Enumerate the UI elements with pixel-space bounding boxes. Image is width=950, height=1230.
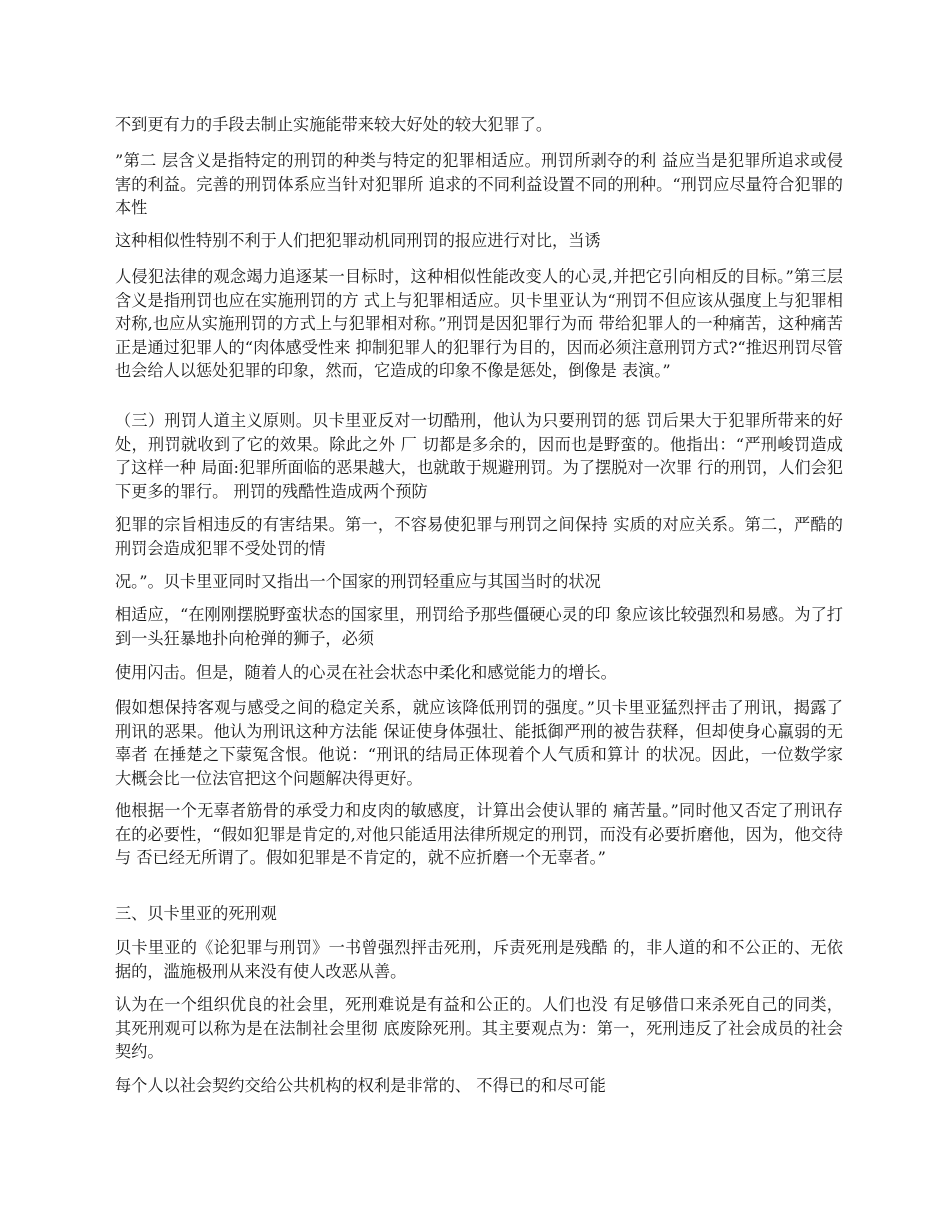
paragraph-10: 假如想保持客观与感受之间的稳定关系，就应该降低刑罚的强度。”贝卡里亚猛烈抨击了刑讯，揭露了刑讯的恶果。他认为刑讯这种方法能 保证使身体强壮、能抵御严刑的被告获释，但却使身心羸弱的无辜者 在捶楚之下蒙冤含恨。他说：“刑讯的结局正体现着个人气质和算计 的状况。因此，一位数学家大概会比一位法官把这个问题解决得更好。 xyxy=(115,698,843,788)
paragraph-4: 人侵犯法律的观念竭力追逐某一目标时，这种相似性能改变人的心灵,并把它引向相反的目标。”第三层含义是指刑罚也应在实施刑罚的方 式上与犯罪相适应。贝卡里亚认为“刑罚不但应该从强度上与犯罪相 对称,也应从实施刑罚的方式上与犯罪相对称。”刑罚是因犯罪行为而 带给犯罪人的一种痛苦，这种痛苦正是通过犯罪人的“肉体感受性来 抑制犯罪人的犯罪行为目的，因而必须注意刑罚方式?“推迟刑罚尽管 也会给人以惩处犯罪的印象，然而，它造成的印象不像是惩处，倒像是 表演。” xyxy=(115,267,843,380)
paragraph-14: 每个人以社会契约交给公共机构的权利是非常的、 不得已的和尽可能 xyxy=(115,1076,606,1095)
paragraph-1: 不到更有力的手段去制止实施能带来较大好处的较大犯罪了。 xyxy=(115,115,553,134)
paragraph-11: 他根据一个无辜者筋骨的承受力和皮肉的敏感度，计算出会使认罪的 痛苦量。”同时他又否定了刑讯存在的必要性，“假如犯罪是肯定的,对他只能适用法律所规定的刑罚，而没有必要折磨他，因为，他交待与 否已经无所谓了。假如犯罪是不肯定的，就不应折磨一个无辜者。” xyxy=(115,801,843,867)
section-heading: 三、贝卡里亚的死刑观 xyxy=(115,904,277,923)
paragraph-8: 相适应，“在刚刚摆脱野蛮状态的国家里，刑罚给予那些僵硬心灵的印 象应该比较强烈和易感。为了打到一头狂暴地扑向枪弹的狮子，必须 xyxy=(115,605,843,648)
paragraph-12: 贝卡里亚的《论犯罪与刑罚》一书曾强烈抨击死刑，斥责死刑是残酷 的，非人道的和不公正的、无依据的，滥施极刑从来没有使人改恶从善。 xyxy=(115,938,843,981)
paragraph-7: 况。”。贝卡里亚同时又指出一个国家的刑罚轻重应与其国当时的状况 xyxy=(115,572,601,591)
paragraph-2: ”第二 层含义是指特定的刑罚的种类与特定的犯罪相适应。刑罚所剥夺的利 益应当是犯罪所追求或侵害的利益。完善的刑罚体系应当针对犯罪所 追求的不同利益设置不同的刑种。“刑罚应尽量符合犯罪的本性 xyxy=(115,151,843,217)
paragraph-6: 犯罪的宗旨相违反的有害结果。第一，不容易使犯罪与刑罚之间保持 实质的对应关系。第二，严酷的刑罚会造成犯罪不受处罚的情 xyxy=(115,515,843,558)
paragraph-3: 这种相似性特别不利于人们把犯罪动机同刑罚的报应进行对比，当诱 xyxy=(115,231,601,250)
paragraph-13: 认为在一个组织优良的社会里，死刑难说是有益和公正的。人们也没 有足够借口来杀死自己的同类，其死刑观可以称为是在法制社会里彻 底废除死刑。其主要观点为：第一，死刑违反了社会成员的社会契约。 xyxy=(115,995,843,1061)
paragraph-9: 使用闪击。但是，随着人的心灵在社会状态中柔化和感觉能力的增长。 xyxy=(115,663,617,682)
paragraph-5: （三）刑罚人道主义原则。贝卡里亚反对一切酷刑，他认为只要刑罚的惩 罚后果大于犯罪所带来的好处，刑罚就收到了它的效果。除此之外 厂 切都是多余的，因而也是野蛮的。他指出：“严刑峻罚造成了这样一种 局面:犯罪所面临的恶果越大，也就敢于规避刑罚。为了摆脱对一次罪 行的刑罚，人们会犯下更多的罪行。 刑罚的残酷性造成两个预防 xyxy=(115,411,843,501)
